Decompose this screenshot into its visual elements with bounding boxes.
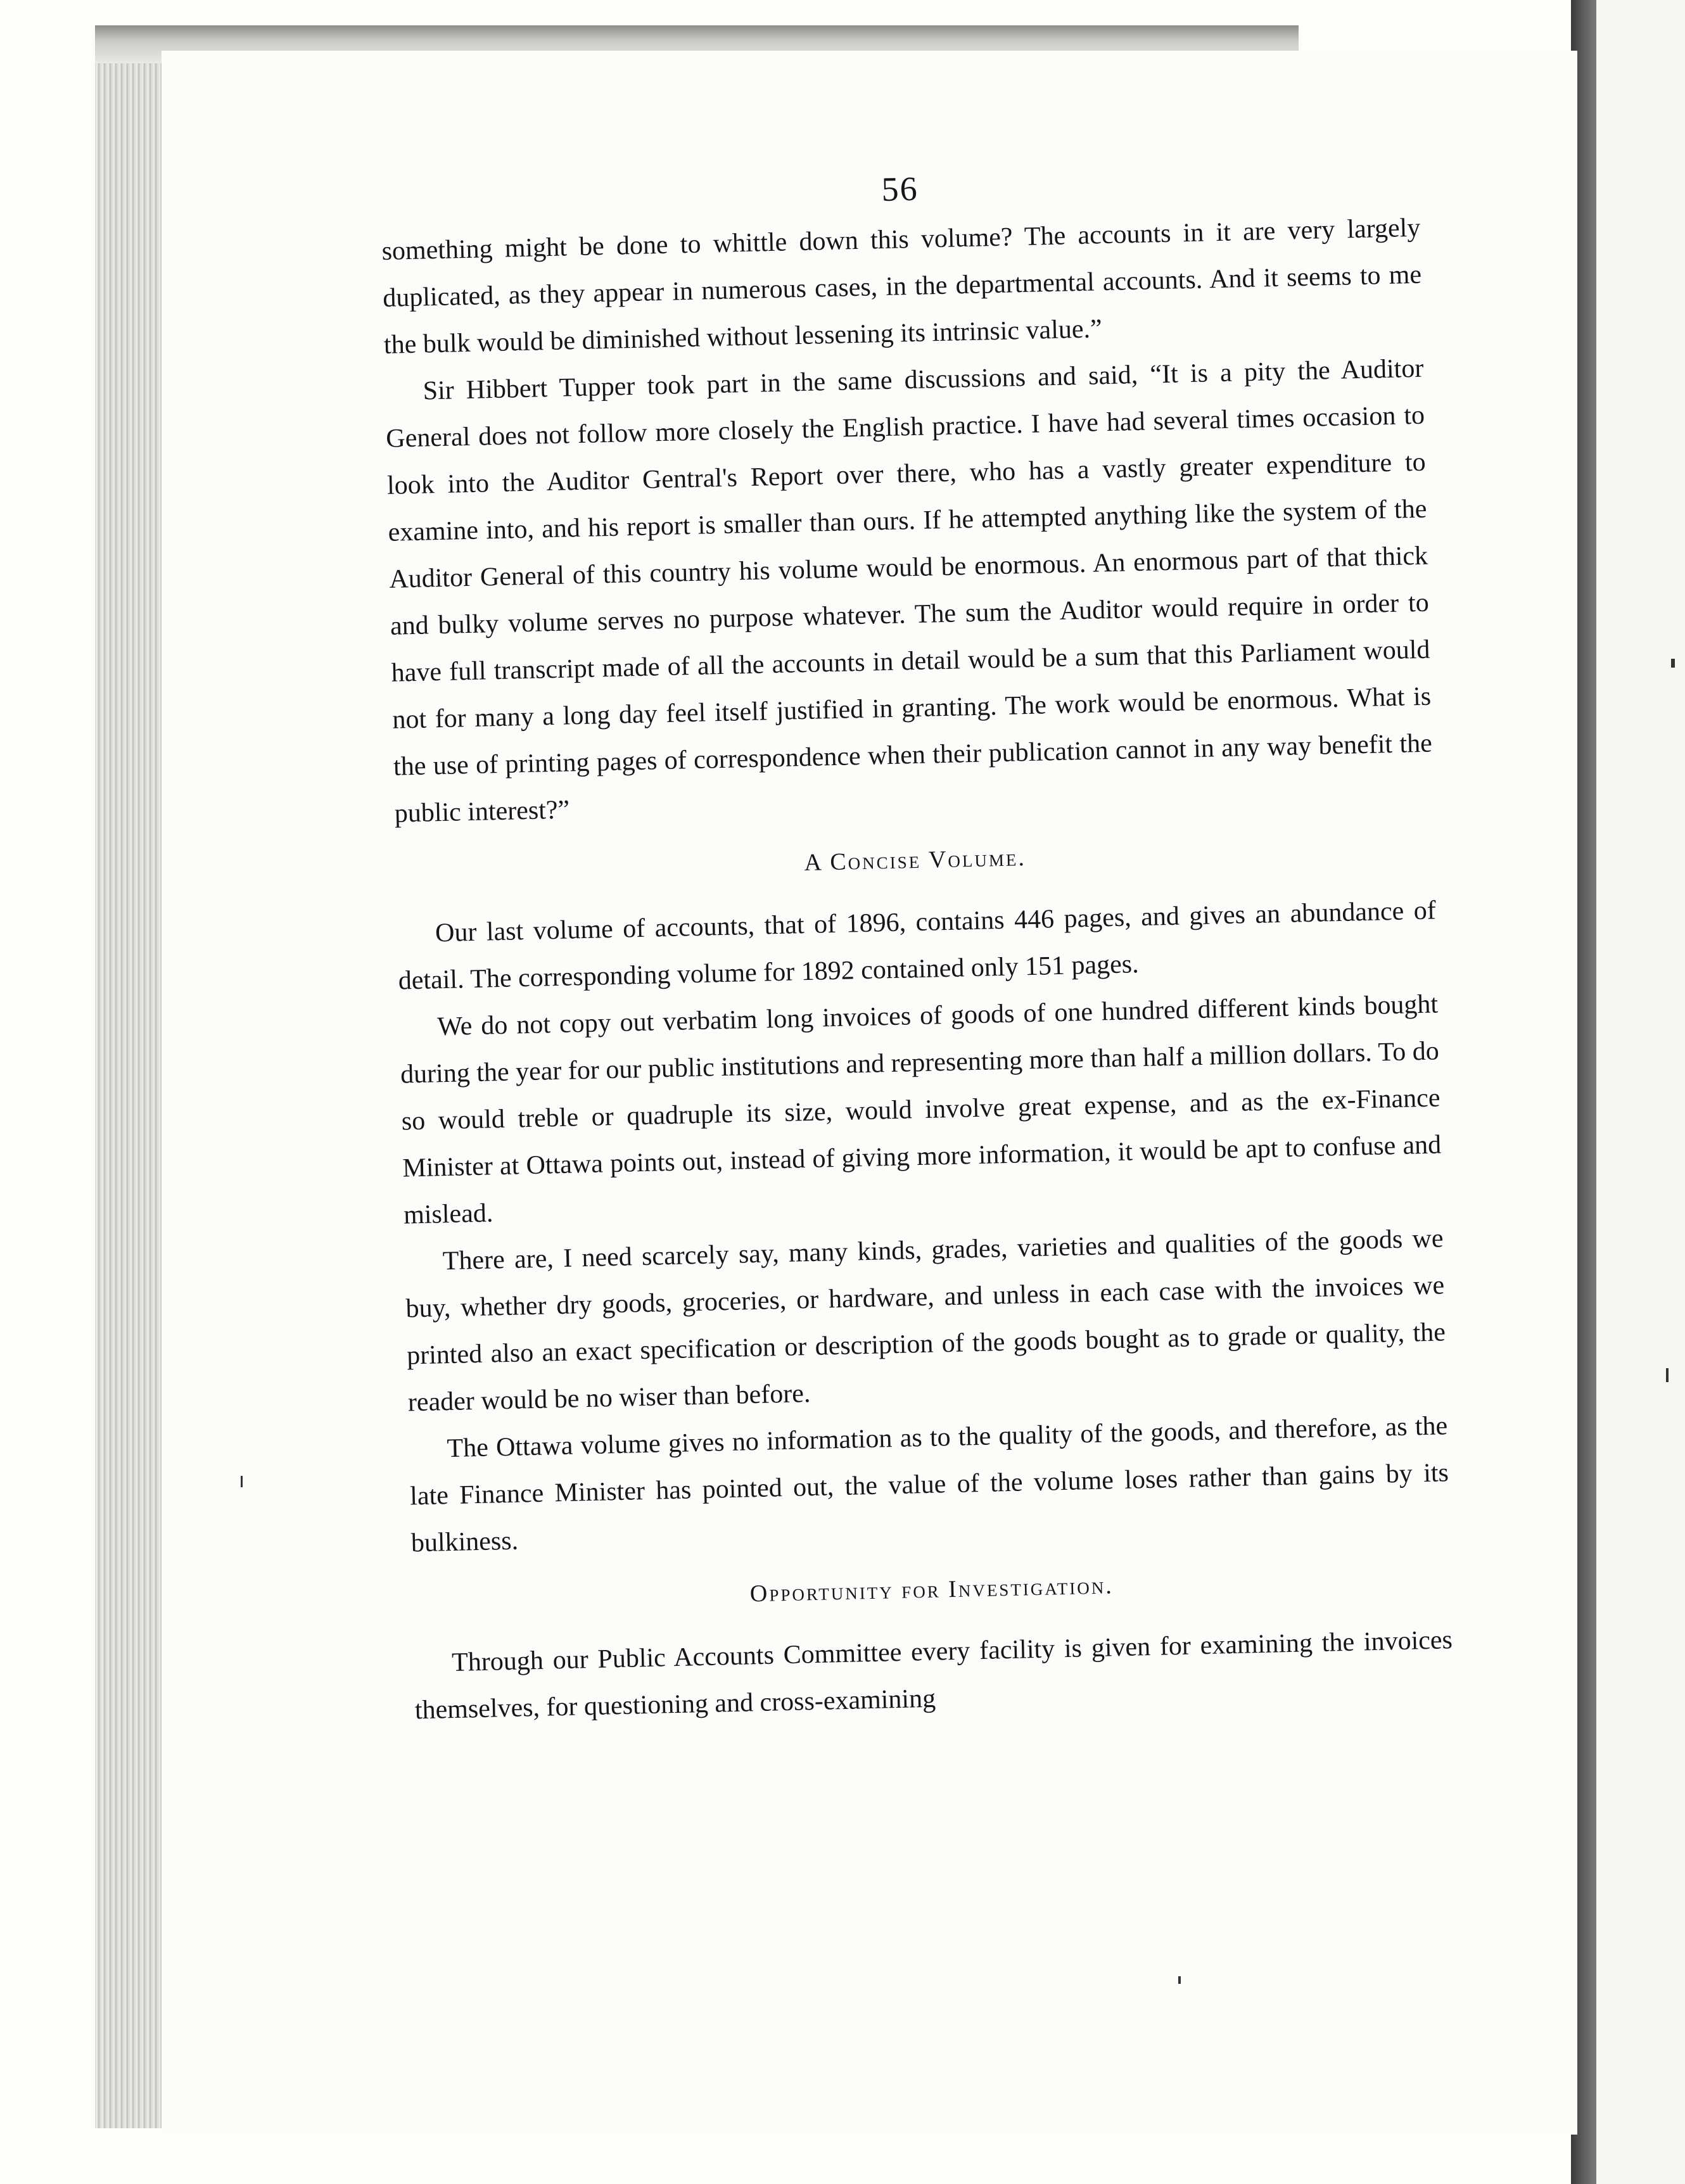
paragraph: We do not copy out verbatim long invoices of goods of one hundred different kinds bought during the year for our public institutions and representing more than half a million dollars. To do so would treble or quadruple its size, would involve great expense, and as the ex-Finance Minister at Ottawa points out, instead of giving more information, it would be apt to confuse and mislead. [400,989,1442,1230]
scan-speck [1671,659,1675,668]
facing-page [1596,0,1685,2184]
paragraph: There are, I need scarcely say, many kinds, grades, varieties and qualities of the goods we buy, whether dry goods, groceries, or hardware, and unless in each case with the invoices we printed also an exact specification or description of the goods bought as to grade or quality, the reader would be no wiser than before. [405,1224,1446,1418]
page-number: 56 [881,169,919,209]
scan-speck [1178,1976,1181,1984]
scan-speck [241,1476,243,1487]
paragraph: Sir Hibbert Tupper took part in the same discussions and said, “It is a pity the Auditor General does not follow more closely the English practice. I have had several times occasion to look into the Auditor Gentral's Report over there, who has a vastly greater expenditure to examine into, and his report is smaller than ours. If he attempted anything like the system of the Auditor General of this country his volume would be enormous. An enormous part of that thick and bulky volume serves no purpose whatever. The sum the Auditor would require in order to have full transcript made of all the accounts in detail would be a sum that this Parliament would not for many a long day feel itself justified in granting. The work would be enormous. What is the use of printing pages of correspondence when their publication cannot in any way benefit the public interest?” [385,353,1433,829]
paragraph: Our last volume of accounts, that of 1896, contains 446 pages, and gives an abundance of detail. The corresponding volume for 1892 contained only 151 pages. [398,896,1437,996]
scan-speck [1666,1368,1669,1382]
page-text [380,154,1454,1734]
section-heading: Opportunity for Investigation. [749,1572,1114,1608]
section-heading: A Concise Volume. [804,844,1027,877]
paragraph: Through our Public Accounts Committee every facility is given for examining the invoices themselves, for questioning and cross-examining [414,1625,1453,1725]
paragraph: The Ottawa volume gives no information as to the quality of the goods, and therefore, as the late Finance Minister has pointed out, the value of the volume loses rather than gains by its bulkiness. [409,1411,1449,1558]
paragraph: something might be done to whittle down this volume? The accounts in it are very largely duplicated, as they appear in numerous cases, in the departmental accounts. And it seems to me the bulk would be diminished without lessening its intrinsic value.” [381,213,1422,360]
